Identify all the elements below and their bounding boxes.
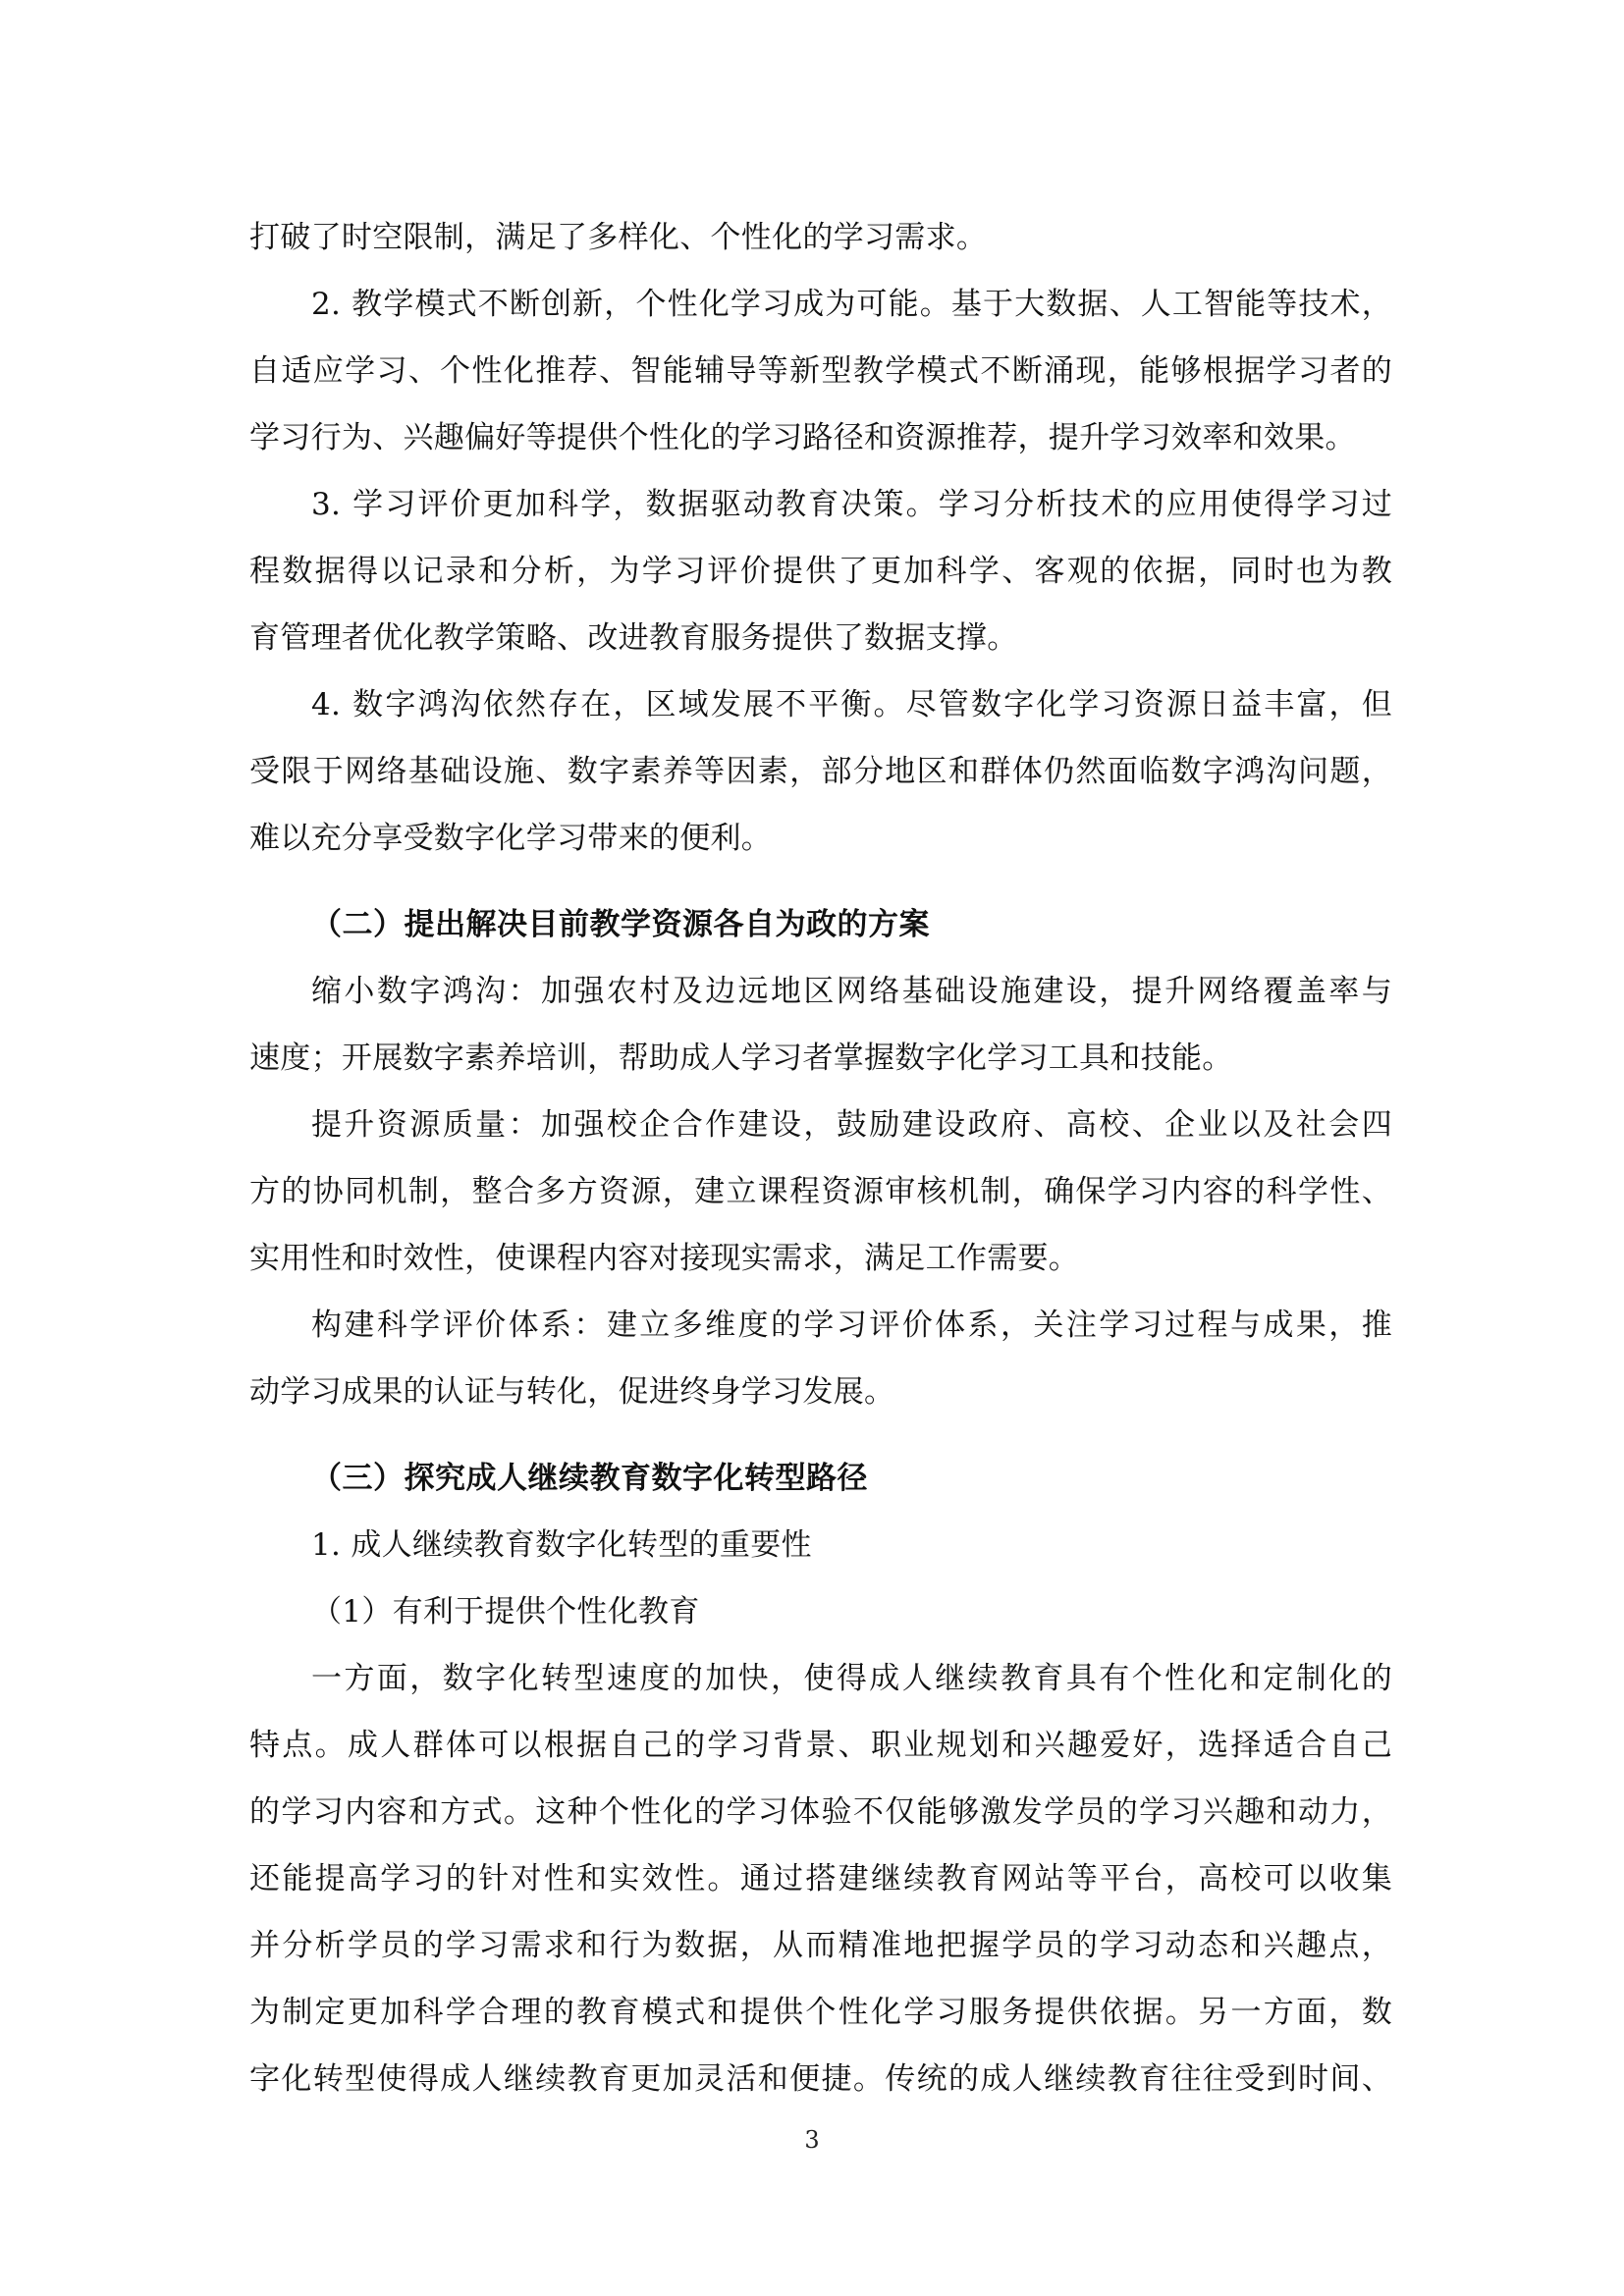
paragraph-line: 育管理者优化教学策略、改进教育服务提供了数据支撑。 <box>249 620 1018 656</box>
paragraph-line: 动学习成果的认证与转化，促进终身学习发展。 <box>249 1374 895 1410</box>
paragraph-line: 一方面，数字化转型速度的加快，使得成人继续教育具有个性化和定制化的 <box>311 1661 1392 1696</box>
paragraph-line: 打破了时空限制，满足了多样化、个性化的学习需求。 <box>249 220 988 255</box>
paragraph-line: 4. 数字鸿沟依然存在，区域发展不平衡。尽管数字化学习资源日益丰富，但 <box>311 687 1392 722</box>
paragraph-line: 为制定更加科学合理的教育模式和提供个性化学习服务提供依据。另一方面，数 <box>249 1995 1392 2030</box>
paragraph-line: 程数据得以记录和分析，为学习评价提供了更加科学、客观的依据，同时也为教 <box>249 554 1392 589</box>
paragraph-line: 字化转型使得成人继续教育更加灵活和便捷。传统的成人继续教育往往受到时间、 <box>249 2061 1392 2097</box>
paragraph-line: 速度；开展数字素养培训，帮助成人学习者掌握数字化学习工具和技能。 <box>249 1041 1233 1076</box>
page-body <box>249 204 1392 2112</box>
paragraph-line: 2. 教学模式不断创新，个性化学习成为可能。基于大数据、人工智能等技术， <box>311 287 1392 322</box>
paragraph-line: 并分析学员的学习需求和行为数据，从而精准地把握学员的学习动态和兴趣点， <box>249 1928 1392 1963</box>
paragraph-line: 方的协同机制，整合多方资源，建立课程资源审核机制，确保学习内容的科学性、 <box>249 1174 1392 1209</box>
paragraph-line: 难以充分享受数字化学习带来的便利。 <box>249 821 773 856</box>
page-number: 3 <box>804 2126 820 2154</box>
paragraph-line: 自适应学习、个性化推荐、智能辅导等新型教学模式不断涌现，能够根据学习者的 <box>249 353 1392 389</box>
paragraph-line: 学习行为、兴趣偏好等提供个性化的学习路径和资源推荐，提升学习效率和效果。 <box>249 420 1356 455</box>
paragraph-line: 提升资源质量：加强校企合作建设，鼓励建设政府、高校、企业以及社会四 <box>311 1107 1392 1143</box>
section-heading: （三）探究成人继续教育数字化转型路径 <box>311 1461 868 1496</box>
paragraph-line: 特点。成人群体可以根据自己的学习背景、职业规划和兴趣爱好，选择适合自己 <box>249 1728 1392 1763</box>
section-heading: （二）提出解决目前教学资源各自为政的方案 <box>311 907 930 942</box>
paragraph-line: 受限于网络基础设施、数字素养等因素，部分地区和群体仍然面临数字鸿沟问题， <box>249 754 1392 789</box>
paragraph-line: 1. 成人继续教育数字化转型的重要性 <box>311 1527 812 1563</box>
paragraph-line: 构建科学评价体系：建立多维度的学习评价体系，关注学习过程与成果，推 <box>311 1308 1392 1343</box>
paragraph-line: 还能提高学习的针对性和实效性。通过搭建继续教育网站等平台，高校可以收集 <box>249 1861 1392 1896</box>
paragraph-line: 的学习内容和方式。这种个性化的学习体验不仅能够激发学员的学习兴趣和动力， <box>249 1794 1392 1830</box>
paragraph-line: 实用性和时效性，使课程内容对接现实需求，满足工作需要。 <box>249 1241 1080 1276</box>
paragraph-line: 缩小数字鸿沟：加强农村及边远地区网络基础设施建设，提升网络覆盖率与 <box>311 974 1392 1009</box>
paragraph-line: （1）有利于提供个性化教育 <box>311 1594 700 1629</box>
paragraph-line: 3. 学习评价更加科学，数据驱动教育决策。学习分析技术的应用使得学习过 <box>311 487 1392 522</box>
